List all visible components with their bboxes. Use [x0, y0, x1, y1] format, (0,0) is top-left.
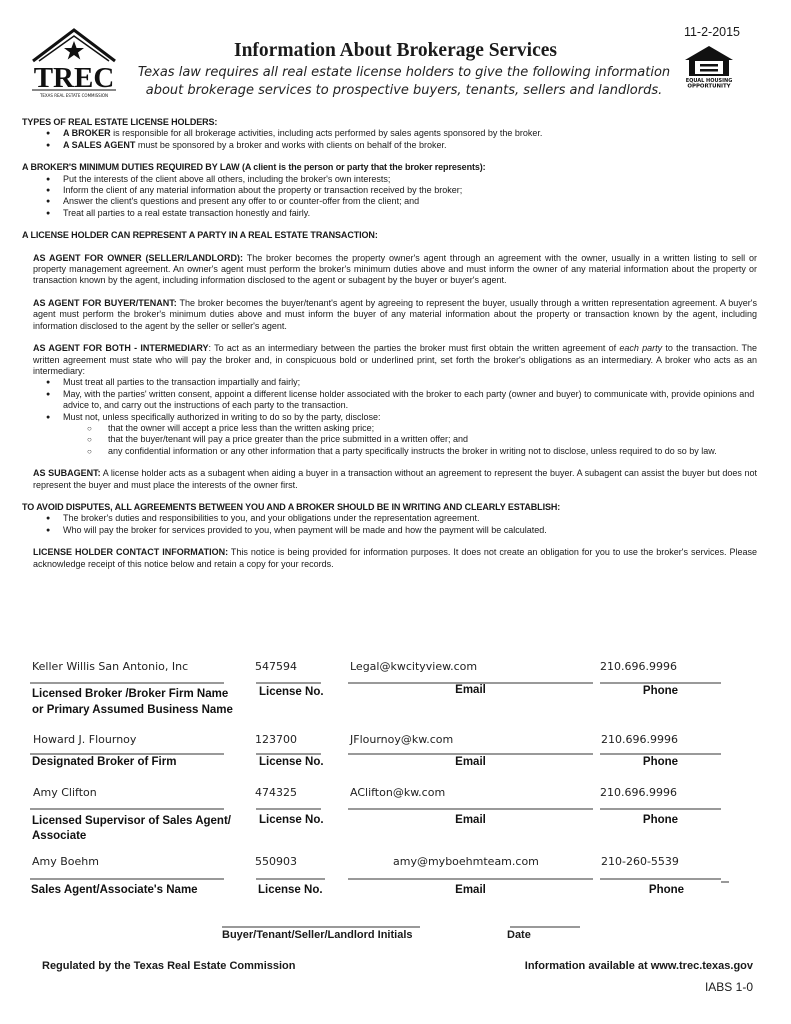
sales-agent-email-label: Email [455, 884, 486, 896]
item-text: must be sponsored by a broker and works with clients on behalf of the broker. [135, 139, 447, 150]
designated-broker-license-field[interactable]: 123700 [255, 733, 297, 746]
equal-housing-logo [683, 44, 735, 88]
list-item: ○ that the buyer/tenant will pay a price greater than the price submitted in a written offer; and [108, 434, 757, 445]
contact-info-paragraph [33, 547, 757, 570]
broker-license-field[interactable]: 547594 [255, 660, 297, 673]
list-item: ● May, with the parties' written consent, appoint a different license holder associated with the broker to each party (owner and buyer) to communicate with, provide opinions and advice to, and carry out the instructions of each party to the transaction. [63, 389, 757, 412]
svg-text:OPPORTUNITY: OPPORTUNITY [687, 83, 731, 88]
svg-text:EQUAL HOUSING: EQUAL HOUSING [685, 78, 733, 84]
sales-agent-label: Sales Agent/Associate's Name [31, 884, 198, 896]
supervisor-name-field[interactable]: Amy Clifton [33, 786, 97, 799]
intermediary-paragraph [33, 343, 757, 377]
field-underline [30, 682, 224, 684]
field-underline [256, 878, 325, 880]
buyer-agent-paragraph [33, 298, 757, 332]
designated-broker-label: Designated Broker of Firm [32, 756, 177, 768]
designated-broker-email-field[interactable]: JFlournoy@kw.com [350, 733, 454, 746]
initials-line[interactable] [222, 926, 420, 928]
initials-label: Buyer/Tenant/Seller/Landlord Initials [222, 929, 413, 941]
page-subtitle: Texas law requires all real estate license holders to give the following information about brokerage services to prospective buyers, tenants, sellers and landlords. [137, 65, 671, 98]
field-underline [348, 753, 593, 755]
broker-phone-label: Phone [642, 685, 679, 697]
form-date: 11-2-2015 [683, 25, 740, 39]
para-lead: AS SUBAGENT: [33, 468, 101, 479]
list-item: ● The broker's duties and responsibilities to you, and your obligations under the representation agreement. [63, 513, 757, 524]
broker-firm-name-field[interactable]: Keller Willis San Antonio, Inc [32, 660, 189, 673]
subagent-paragraph [33, 468, 757, 491]
broker-phone-field[interactable]: 210.696.9996 [600, 660, 677, 673]
date-line[interactable] [510, 926, 580, 928]
intermediary-list [22, 377, 757, 457]
list-item [63, 140, 757, 151]
supervisor-phone-label: Phone [642, 814, 679, 826]
broker-email-field[interactable]: Legal@kwcityview.com [350, 660, 478, 673]
list-item: ● Inform the client of any material information about the property or transaction received by the broker; [63, 185, 757, 196]
broker-license-label: License No. [259, 686, 324, 698]
designated-broker-license-label: License No. [259, 756, 324, 768]
disclose-list [22, 423, 757, 457]
para-text: This notice is being provided for information purposes. It does not create an obligation for you to use the broker's services. Please acknowledge receipt of this notice below and retain a copy for your records. [33, 547, 758, 569]
designated-broker-phone-field[interactable]: 210.696.9996 [601, 733, 678, 746]
sales-agent-phone-label: Phone [648, 884, 685, 896]
item-text: is responsible for all brokerage activities, including acts performed by sales agents sponsored by the broker. [110, 128, 543, 139]
field-underline [600, 682, 721, 684]
field-underline [600, 878, 721, 880]
broker-firm-name-label: Licensed Broker /Broker Firm Name or Primary Assumed Business Name [32, 688, 233, 716]
list-item: ○ any confidential information or any other information that a party specifically instructs the broker in writing not to disclose, unless required to do so by law. [108, 446, 757, 457]
para-text: : To act as an intermediary between the parties the broker must first obtain the written agreement of [208, 343, 620, 354]
sales-agent-license-label: License No. [258, 884, 323, 896]
field-underline [600, 808, 721, 810]
trec-logo [29, 27, 119, 99]
para-italic: each party [619, 343, 663, 354]
supervisor-email-field[interactable]: AClifton@kw.com [350, 786, 446, 799]
field-underline [30, 753, 224, 755]
list-item: ○ that the owner will accept a price less than the written asking price; [108, 423, 757, 434]
field-underline [30, 878, 224, 880]
para-lead: AS AGENT FOR OWNER (SELLER/LANDLORD): [33, 252, 244, 263]
field-underline [256, 808, 321, 810]
duties-list [22, 174, 757, 220]
owner-agent-paragraph [33, 253, 757, 287]
date-label: Date [507, 929, 531, 941]
types-heading: TYPES OF REAL ESTATE LICENSE HOLDERS: [22, 117, 218, 127]
field-underline [348, 878, 593, 880]
field-underline [256, 753, 321, 755]
para-text: A license holder acts as a subagent when aiding a buyer in a transaction without an agreement to represent the buyer. A subagent can assist the buyer but does not represent the buyer and must place the interests of the owner first. [33, 468, 757, 490]
para-lead: AS AGENT FOR BOTH - INTERMEDIARY [33, 343, 209, 354]
field-underline [256, 682, 321, 684]
list-item [63, 128, 757, 139]
field-underline [721, 881, 729, 883]
para-text: The broker becomes the buyer/tenant's agent by agreeing to represent the buyer, usually through a written representation agreement. A buyer's agent must perform the broker's minimum duties above and must inform the buyer of any material information about the property or transaction known by the agent, including information disclosed to the agent by the seller or seller's agent. [33, 297, 758, 331]
supervisor-phone-field[interactable]: 210.696.9996 [600, 786, 677, 799]
list-item: ● Must treat all parties to the transaction impartially and fairly; [63, 377, 757, 388]
supervisor-license-field[interactable]: 474325 [255, 786, 297, 799]
equal-housing-icon [683, 44, 735, 88]
supervisor-email-label: Email [455, 814, 486, 826]
logo-subtext: TEXAS REAL ESTATE COMMISSION [39, 93, 109, 98]
trec-logo-icon [29, 27, 119, 99]
broker-email-label: Email [455, 684, 486, 696]
designated-broker-name-field[interactable]: Howard J. Flournoy [33, 733, 137, 746]
para-text: to the transaction. The written agreement must state who will pay the broker and, in conspicuous bold or underlined print, set forth the broker's obligations as an intermediary. A broker who acts as an intermediary: [33, 343, 757, 376]
logo-text: TREC [33, 62, 115, 94]
para-lead: LICENSE HOLDER CONTACT INFORMATION: [33, 547, 229, 558]
list-item: ● Who will pay the broker for services provided to you, when payment will be made and how the payment will be calculated. [63, 525, 757, 536]
sales-agent-phone-field[interactable]: 210-260-5539 [601, 855, 679, 868]
item-text: Must not, unless specifically authorized in writing to do so by the party, disclose: [63, 411, 381, 422]
list-item: ● Treat all parties to a real estate transaction honestly and fairly. [63, 208, 757, 219]
list-item: ● Put the interests of the client above all others, including the broker's own interests; [63, 174, 757, 185]
form-id: IABS 1-0 [704, 980, 753, 994]
disputes-list [22, 513, 757, 536]
item-lead: A SALES AGENT [63, 139, 136, 150]
designated-broker-phone-label: Phone [642, 756, 679, 768]
duties-heading: A BROKER'S MINIMUM DUTIES REQUIRED BY LAW (A client is the person or party that the broker represents): [22, 162, 486, 173]
sales-agent-email-field[interactable]: amy@myboehmteam.com [393, 855, 539, 868]
supervisor-label: Licensed Supervisor of Sales Agent/ Associate [32, 815, 231, 842]
page-title: Information About Brokerage Services [234, 40, 557, 61]
sales-agent-license-field[interactable]: 550903 [255, 855, 297, 868]
footer-regulated: Regulated by the Texas Real Estate Commission [42, 960, 296, 972]
list-item [63, 412, 757, 458]
represent-heading: A LICENSE HOLDER CAN REPRESENT A PARTY IN A REAL ESTATE TRANSACTION: [22, 230, 378, 241]
types-list [22, 128, 757, 151]
para-text: The broker becomes the property owner's agent through an agreement with the owner, usually in a written listing to sell or property management agreement. An owner's agent must perform the broker's minimum duties above and must inform the owner of any material information about the property or transaction known by the agent, including information disclosed to the agent or subagent by the buyer or buyer's agent. [33, 252, 757, 286]
supervisor-license-label: License No. [259, 814, 324, 826]
disputes-heading: TO AVOID DISPUTES, ALL AGREEMENTS BETWEEN YOU AND A BROKER SHOULD BE IN WRITING AND CLEARLY ESTABLISH: [22, 501, 561, 512]
list-item: ● Answer the client's questions and present any offer to or counter-offer from the client; and [63, 196, 757, 207]
sales-agent-name-field[interactable]: Amy Boehm [32, 855, 99, 868]
footer-info-link[interactable]: Information available at www.trec.texas.gov [524, 960, 753, 972]
designated-broker-email-label: Email [455, 756, 486, 768]
field-underline [30, 808, 224, 810]
field-underline [600, 753, 721, 755]
item-lead: A BROKER [63, 128, 111, 139]
field-underline [348, 808, 593, 810]
para-lead: AS AGENT FOR BUYER/TENANT: [33, 297, 177, 308]
notice-body [22, 117, 757, 570]
